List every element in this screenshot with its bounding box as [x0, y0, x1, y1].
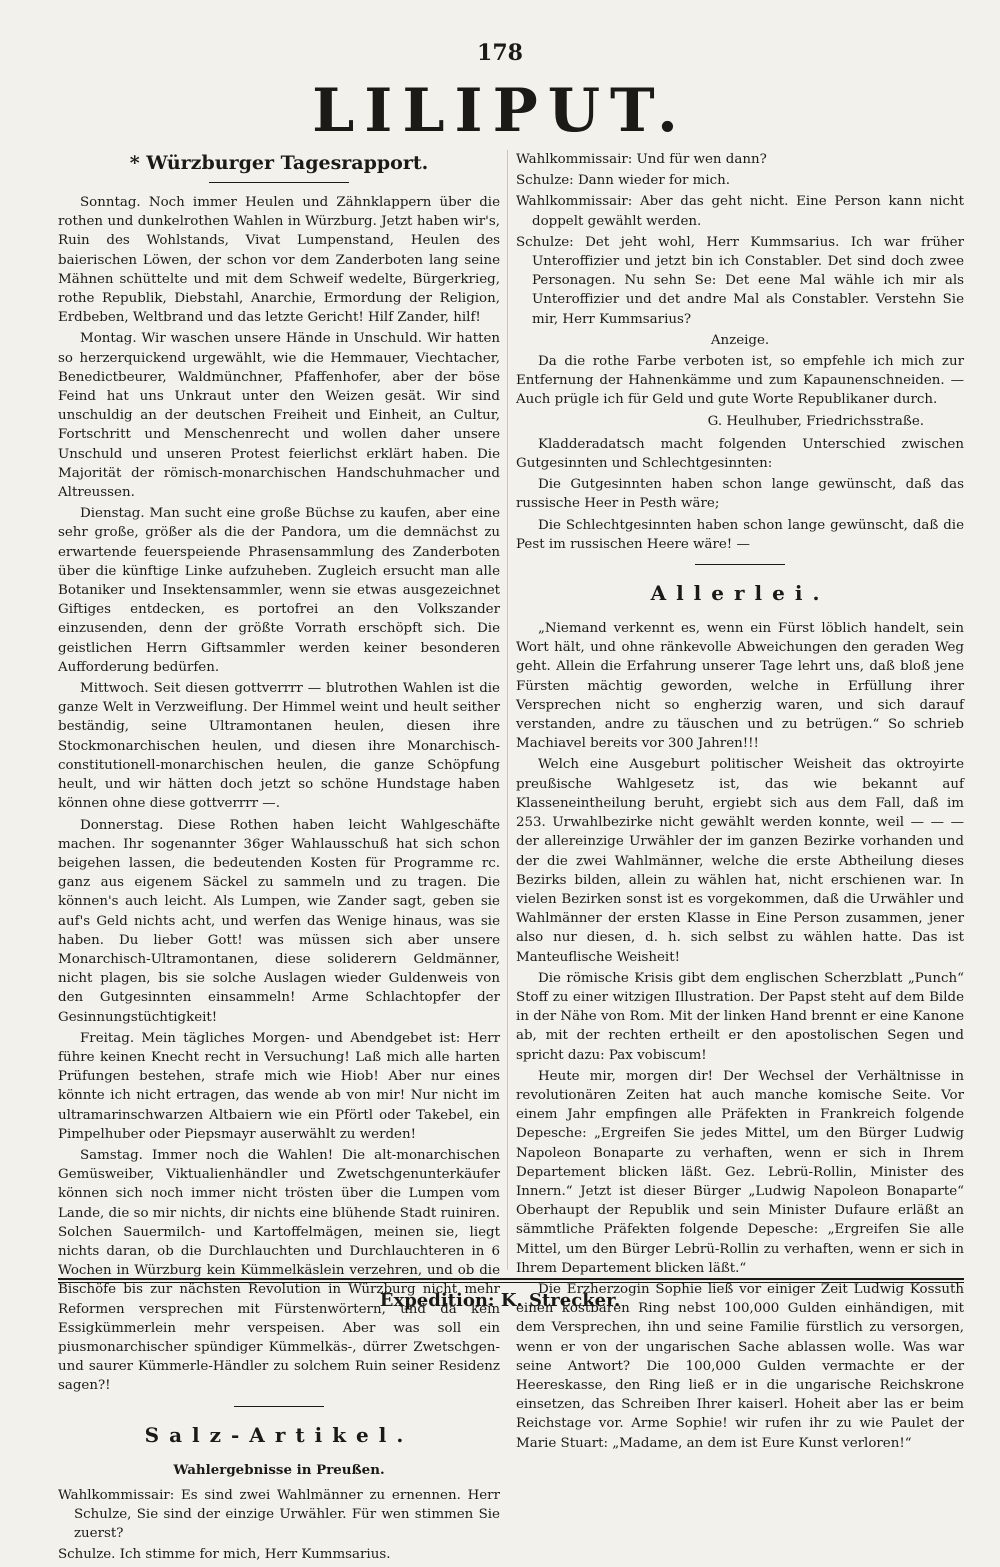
paragraph-sophie: Die Erzherzogin Sophie ließ vor einiger Zeit Ludwig Kossuth einen kostbaren Ring nebst 100,000 Gulden einhändigen, mit dem Versprechen, ihn und seine Familie fürstlich zu versorgen, wenn er von der ungarischen Sache ablassen wolle. Was war seine Antwort? Die 100,000 Gulden vermachte er der Heereskasse, den Ring ließ er in die ungarische Reichskrone einsetzen, das Schreiben Ihrer kaiserl. Hoheit aber las er beim Reichstage vor. Arme Sophie! wir rufen ihr zu wie Paulet der Marie Stuart: „Madame, an dem ist Eure Kunst verloren!“ [516, 1281, 964, 1451]
footer-expedition: Expedition: K. Strecker. [379, 1290, 621, 1311]
kladderadatsch-line: Die Schlechtgesinnten haben schon lange gewünscht, daß die Pest im russischen Heere wäre! — [516, 517, 964, 552]
paragraph-wednesday: Mittwoch. Seit diesen gottverrrr — blutrothen Wahlen ist die ganze Welt in Verzweiflung. Der Himmel weint und heult seither beständig, seine Ultramontanen heulen, diesen ihre Stockmonarchischen heulen, und diesen ihre Monarchisch-constitutionell-monarchischen heulen, die ganze Schöpfung heult, und wir hätten doch jetzt so schöne Hundstage haben können ohne diese gottverrrr —. [58, 681, 500, 812]
allerlei-title: Allerlei. [650, 581, 830, 606]
paragraph-sunday: Sonntag. Noch immer Heulen und Zähnklappern über die rothen und dunkelrothen Wahlen in Würzburg. Jetzt haben wir's, Ruin des Wohlstands, Vivat Lumpenstand, Heulen des baierischen Löwen, der schon vor dem Zanderboten lang seine Mähnen schüttelte und mit dem Schweif wedelte, Bürgerkrieg, rothe Republik, Diebstahl, Anarchie, Ermordung der Religion, Erdbeben, Weltbrand und das letzte Gericht! Hilf Zander, hilf! [58, 195, 500, 326]
dialogue-line: Schulze. Ich stimme for mich, Herr Kummsarius. [58, 1547, 391, 1563]
dialogue-line: Wahlkommissair: Es sind zwei Wahlmänner zu ernennen. Herr Schulze, Sie sind der einzige Urwähler. Für wen stimmen Sie zuerst? [58, 1487, 500, 1542]
dialogue-line: Wahlkommissair: Und für wen dann? [516, 152, 767, 167]
section-divider [234, 1406, 324, 1407]
left-column [58, 150, 500, 1567]
title-underline [209, 182, 349, 183]
paragraph-thursday: Donnerstag. Diese Rothen haben leicht Wahlgeschäfte machen. Ihr sogenannter 36ger Wahlausschuß hat sich schon beigehen lassen, die bedeutenden Kosten für Programme rc. ganz aus eigenem Säckel zu sammeln und zu tragen. Die können's auch leicht. Als Lumpen, wie Zander sagt, geben sie auf's Geld nichts acht, und werfen das Wenige hinaus, was sie haben. Du lieber Gott! was müssen sich aber unsere Monarchisch-Ultramontanen, diese soliderern Geldmänner, nicht plagen, bis sie solche Auslagen wieder Guldenweis von den Gutgesinnten einsammeln! Arme Schlachtopfer der Gesinnungstüchtigkeit! [58, 817, 500, 1025]
masthead-title: LILIPUT. [312, 76, 688, 146]
kladderadatsch-line: Die Gutgesinnten haben schon lange gewünscht, daß das russische Heer in Pesth wäre; [516, 477, 964, 512]
paragraph-punch: Die römische Krisis gibt dem englischen Scherzblatt „Punch“ Stoff zu einer witzigen Illustration. Der Papst steht auf dem Bilde in der Nähe von Rom. Mit der linken Hand brennt er eine Kanone ab, mit der rechten ertheilt er den apostolischen Segen und spricht dazu: Pax vobiscum! [516, 970, 964, 1063]
paragraph-machiavel: „Niemand verkennt es, wenn ein Fürst löblich handelt, sein Wort hält, und ohne ränkevolle Abweichungen den geraden Weg geht. Allein die Erfahrung unserer Tage lehrt uns, daß bloß jene Fürsten mächtig geworden, welche in Erfüllung ihrer Versprechen nicht so engherzig waren, und sich darauf verstanden, andre zu täuschen und zu betrügen.“ So schrieb Machiavel bereits vor 300 Jahren!!! [516, 621, 964, 752]
wahlergebnisse-title: Wahlergebnisse in Preußen. [173, 1461, 385, 1478]
right-column [516, 150, 964, 1455]
paragraph-friday: Freitag. Mein tägliches Morgen- und Abendgebet ist: Herr führe keinen Knecht recht in Versuchung! Laß mich alle harten Prüfungen bestehen, strafe mich wie Hiob! Aber nur eines könnte ich nicht ertragen, das wende ab von mir! Nur nicht im ultramarinschwarzen Altbaiern wie ein Pförtl oder Takebel, ein Pimpelhuber oder Piepsmayr auserwählt zu werden! [58, 1030, 500, 1142]
paragraph-heute-mir: Heute mir, morgen dir! Der Wechsel der Verhältnisse in revolutionären Zeiten hat auch manche komische Seite. Vor einem Jahr empfingen alle Präfekten in Frankreich folgende Depesche: „Ergreifen Sie jedes Mittel, um den Bürger Ludwig Napoleon Bonaparte zu verhaften, wenn er sich in Ihrem Departement blicken läßt. Gez. Lebrü-Rollin, Minister des Innern.“ Jetzt ist dieser Bürger „Ludwig Napoleon Bonaparte“ Oberhaupt der Republik und sein Minister Dufaure erläßt an sämmtliche Präfekten folgende Depesche: „Ergreifen Sie alle Mittel, um den Bürger Lebrü-Rollin zu verhaften, wenn er sich in Ihrem Departement blicken läßt.“ [516, 1068, 964, 1276]
notice-text: Da die rothe Farbe verboten ist, so empfehle ich mich zur Entfernung der Hahnenkämme und zum Kapaunenschneiden. — Auch prügle ich für Geld und gute Worte Republikaner durch. [516, 354, 964, 408]
paragraph-saturday: Samstag. Immer noch die Wahlen! Die alt-monarchischen Gemüsweiber, Viktualienhändler und Zwetschgenunterkäufer können sich noch immer nicht trösten über die Lumpen vom Lande, die so mir nichts, dir nichts eine blühende Stadt ruiniren. Solchen Sauermilch- und Kartoffelmägen, meinen sie, liegt nichts daran, ob die Durchlauchten und Durchlauchteren in 6 Wochen in Würzburg kein Kümmelkäslein verzehren, und ob die Bischöfe bis zur nächsten Revolution in Würzburg nicht mehr Reformen versprechen mit Fürstenwörtern, und da kein Essigkümmerlein mehr verspeisen. Aber was soll ein piusmonarchischer spündiger Kümmelkäs-, dürrer Zwetschgen- und saurer Kümmerle-Händler zu solchem Ruin seiner Residenz sagen?! [58, 1147, 500, 1394]
footer-rule [58, 1278, 964, 1283]
dialogue-line: Schulze: Dann wieder for mich. [516, 173, 731, 189]
notice-signature: G. Heulhuber, Friedrichsstraße. [707, 413, 924, 429]
paragraph-tuesday: Dienstag. Man sucht eine große Büchse zu kaufen, aber eine sehr große, größer als die der Pandora, um die demnächst zu erwartende feuerspeiende Phrasensammlung des Zanderboten über die künftige Linke aufzuheben. Zugleich ersucht man alle Botaniker und Insektensammler, wenn sie etwas ausgezeichnet Giftiges entdecken, es portofrei an den Volkszander einzusenden, denn der größte Vorrath erschöpft sich. Die geistlichen Herrn Giftsammler werden keiner besonderen Aufforderung bedürfen. [58, 506, 500, 675]
page-number: 178 [477, 40, 523, 66]
paragraph-wahlgesetz: Welch eine Ausgeburt politischer Weisheit das oktroyirte preußische Wahlgesetz ist, das wie bekannt auf Klasseneintheilung beruht, ergiebt sich aus dem Fall, daß im 253. Urwahlbezirke nicht gewählt werden konnte, weil — — — der allereinzige Urwähler der im ganzen Bezirke vorhanden und der die zwei Wahlmänner, welche die erste Abtheilung dieses Bezirks bilden, allein zu wählen hat, nicht erschienen war. In vielen Bezirken sonst ist es vorgekommen, daß die Urwähler und Wahlmänner der ersten Klasse in Eine Person zusammen, jener also nur diesen, d. h. sich selbst zu wählen hatte. Das ist Manteuflische Weisheit! [516, 757, 964, 965]
paragraph-monday: Montag. Wir waschen unsere Hände in Unschuld. Wir hatten so herzerquickend urgewählt, wie die Hemmauer, Viechtacher, Benedictbeurer, Waldmünchner, Pfaffenhofer, aber der böse Feind hat uns Unkraut unter den Weizen gesät. Wir sind unschuldig an der deutschen Freiheit und Einheit, an Cultur, Fortschritt und Menschenrecht und wollen daher unsere Unschuld und unseren Protest feierlichst erklärt haben. Die Majorität der römisch-monarchischen Handschuhmacher und Altreussen. [58, 331, 500, 501]
section-divider [695, 564, 785, 565]
salz-artikel-title: Salz-Artikel. [144, 1422, 414, 1447]
dialogue-line: Wahlkommissair: Aber das geht nicht. Eine Person kann nicht doppelt gewählt werden. [516, 194, 964, 229]
column-divider [507, 150, 508, 1270]
left-section-title: * Würzburger Tagesrapport. [129, 152, 429, 174]
dialogue-line: Schulze: Det jeht wohl, Herr Kummsarius. Ich war früher Unteroffizier und jetzt bin ich Constabler. Det sind doch zwee Personagen. Nu sehn Se: Det eene Mal wähle ich mir als Unteroffizier und det andre Mal als Constabler. Verstehn Sie mir, Herr Kummsarius? [516, 234, 964, 327]
kladderadatsch-intro: Kladderadatsch macht folgenden Unterschied zwischen Gutgesinnten und Schlechtgesinnten: [516, 436, 964, 472]
notice-heading: Anzeige. [710, 332, 770, 348]
